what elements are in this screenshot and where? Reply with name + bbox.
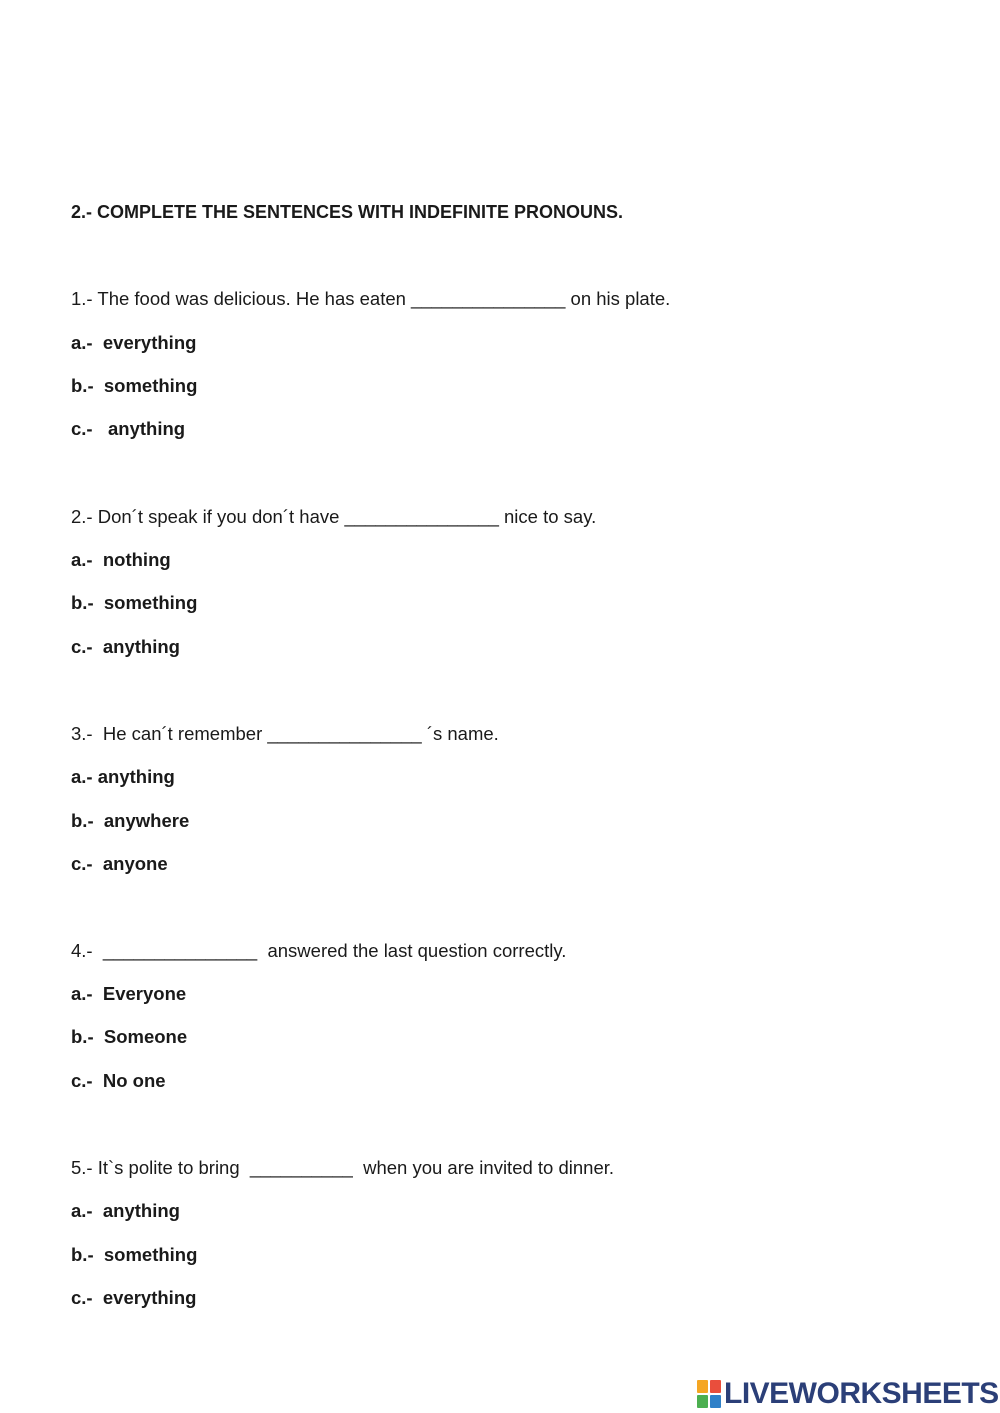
liveworksheets-logo-icon	[697, 1380, 721, 1408]
question-5-option-a[interactable]: a.- anything	[71, 1200, 180, 1221]
question-3-text: 3.- He can´t remember _______________ ´s name.	[71, 723, 499, 744]
question-3-option-a[interactable]: a.- anything	[71, 766, 175, 787]
question-2-option-c[interactable]: c.- anything	[71, 636, 180, 657]
logo-square	[697, 1395, 708, 1408]
logo-square	[710, 1395, 721, 1408]
question-1-text: 1.- The food was delicious. He has eaten _______________ on his plate.	[71, 288, 671, 309]
question-4-text: 4.- _______________ answered the last question correctly.	[71, 940, 567, 961]
question-1-option-a[interactable]: a.- everything	[71, 332, 197, 353]
question-4-option-b[interactable]: b.- Someone	[71, 1026, 188, 1047]
question-5-text: 5.- It`s polite to bring __________ when you are invited to dinner.	[71, 1157, 615, 1178]
question-5-option-b[interactable]: b.- something	[71, 1244, 198, 1265]
question-5-option-c[interactable]: c.- everything	[71, 1287, 197, 1308]
question-3-option-c[interactable]: c.- anyone	[71, 853, 168, 874]
question-2-option-b[interactable]: b.- something	[71, 592, 198, 613]
logo-square	[710, 1380, 721, 1393]
logo-square	[697, 1380, 708, 1393]
question-2-text: 2.- Don´t speak if you don´t have _______________ nice to say.	[71, 506, 597, 527]
question-1-option-b[interactable]: b.- something	[71, 375, 198, 396]
question-2-option-a[interactable]: a.- nothing	[71, 549, 171, 570]
question-1-option-c[interactable]: c.- anything	[71, 418, 186, 439]
liveworksheets-branding[interactable]	[697, 1377, 999, 1411]
worksheet-title: 2.- COMPLETE THE SENTENCES WITH INDEFINITE PRONOUNS.	[71, 202, 624, 222]
question-4-option-a[interactable]: a.- Everyone	[71, 983, 187, 1004]
question-3-option-b[interactable]: b.- anywhere	[71, 810, 190, 831]
liveworksheets-wordmark: LIVEWORKSHEETS	[724, 1377, 999, 1410]
question-4-option-c[interactable]: c.- No one	[71, 1070, 166, 1091]
